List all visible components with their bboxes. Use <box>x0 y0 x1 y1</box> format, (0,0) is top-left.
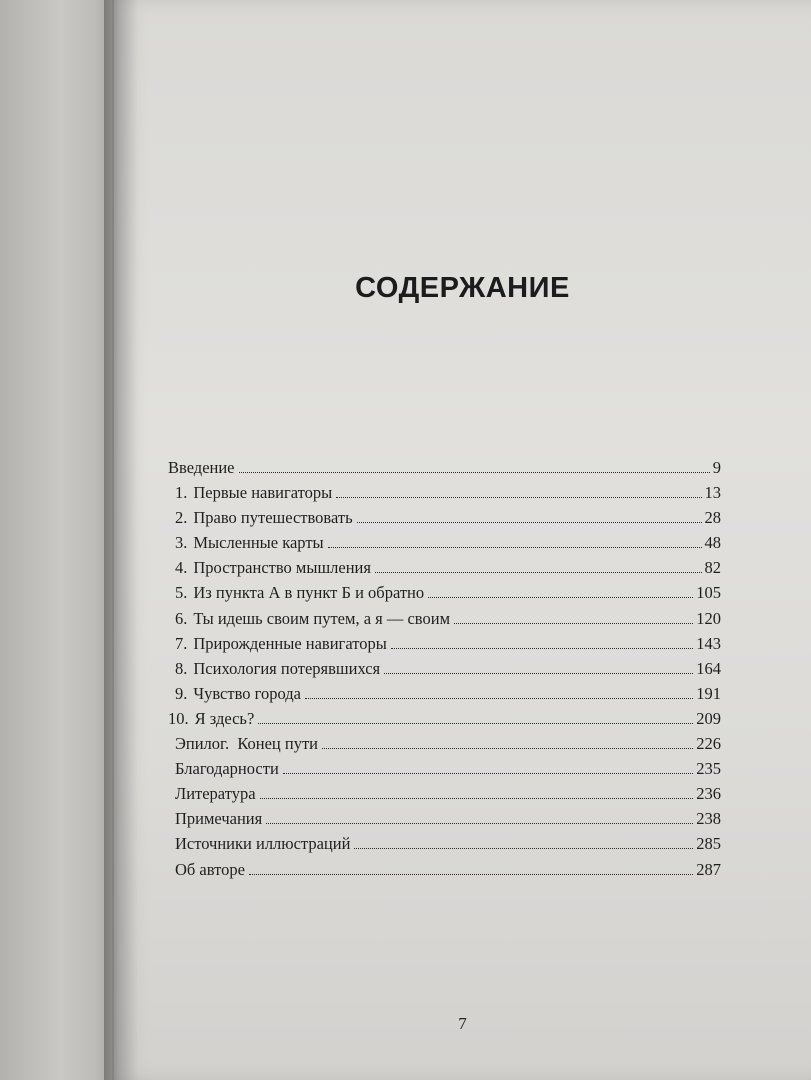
toc-entry-page: 209 <box>696 708 721 728</box>
toc-entry <box>168 558 721 583</box>
toc-leader-dots <box>428 597 693 598</box>
toc-entry-title: Чувство города <box>193 683 301 703</box>
toc-entry-title: Я здесь? <box>194 708 255 728</box>
toc-entry-page: 105 <box>696 583 721 603</box>
toc-entry-title: Пространство мышления <box>193 558 371 578</box>
facing-page-edge <box>0 0 112 1080</box>
toc-entry-title: Источники иллюстраций <box>175 834 351 854</box>
toc-leader-dots <box>283 773 693 774</box>
toc-leader-dots <box>249 874 693 875</box>
toc-entry <box>168 609 721 634</box>
toc-entry-label <box>175 684 301 704</box>
toc-entry-label <box>175 533 324 553</box>
toc-entry-label <box>175 558 371 578</box>
toc-leader-dots <box>260 798 694 799</box>
toc-leader-dots <box>375 572 702 573</box>
toc-entry-page: 164 <box>696 658 721 678</box>
toc-entry <box>168 860 721 885</box>
toc-leader-dots <box>322 748 693 749</box>
toc-entry <box>168 684 721 709</box>
toc-entry-label <box>168 709 254 729</box>
toc-entry-page: 226 <box>696 734 721 754</box>
toc-entry-label <box>175 483 332 503</box>
toc-entry <box>168 508 721 533</box>
toc-entry-number: 3. <box>175 533 188 553</box>
toc-entry <box>168 483 721 508</box>
toc-entry-title: Благодарности <box>175 759 279 779</box>
toc-entry-title: Право путешествовать <box>193 508 353 528</box>
toc-entry-page: 48 <box>704 533 721 553</box>
toc-entry <box>168 809 721 834</box>
toc-entry-page: 235 <box>696 759 721 779</box>
toc-entry-page: 9 <box>712 458 721 477</box>
toc-entry-title: Прирожденные навигаторы <box>193 633 387 653</box>
toc-entry-page: 82 <box>704 558 721 578</box>
toc-entry-number: 10. <box>168 708 189 728</box>
table-of-contents <box>168 458 721 885</box>
toc-entry-number: 1. <box>175 483 188 503</box>
toc-entry-title: Мысленные карты <box>193 533 324 553</box>
toc-leader-dots <box>391 648 693 649</box>
toc-entry-label <box>175 784 256 804</box>
toc-leader-dots <box>354 848 693 849</box>
toc-leader-dots <box>328 547 702 548</box>
toc-leader-dots <box>305 698 693 699</box>
toc-leader-dots <box>454 623 693 624</box>
toc-entry <box>168 458 721 483</box>
toc-entry-title: Введение <box>168 458 235 477</box>
toc-entry <box>168 759 721 784</box>
toc-entry <box>168 834 721 859</box>
toc-entry <box>168 784 721 809</box>
toc-leader-dots <box>258 723 693 724</box>
toc-entry <box>168 533 721 558</box>
toc-leader-dots <box>357 522 702 523</box>
toc-entry <box>168 734 721 759</box>
toc-entry-number: 6. <box>175 608 188 628</box>
toc-entry-label <box>168 458 235 478</box>
toc-entry-number: 7. <box>175 633 188 653</box>
toc-entry-label <box>175 583 424 603</box>
page-number: 7 <box>458 1014 467 1033</box>
toc-entry-page: 120 <box>696 608 721 628</box>
toc-entry-label <box>175 834 350 854</box>
toc-entry-label <box>175 634 387 654</box>
toc-entry-label <box>175 734 318 754</box>
toc-entry <box>168 634 721 659</box>
toc-entry-title: Эпилог. Конец пути <box>175 734 318 754</box>
toc-entry-label <box>175 809 262 829</box>
toc-leader-dots <box>336 497 701 498</box>
toc-entry-page: 28 <box>704 508 721 528</box>
toc-entry-title: Первые навигаторы <box>193 483 333 503</box>
toc-entry-page: 287 <box>696 859 721 879</box>
toc-entry-label <box>175 508 353 528</box>
toc-entry-title: Об авторе <box>175 859 245 879</box>
toc-entry-number: 2. <box>175 508 188 528</box>
toc-entry <box>168 659 721 684</box>
toc-leader-dots <box>239 472 710 473</box>
toc-leader-dots <box>384 673 693 674</box>
toc-entry-page: 13 <box>704 483 721 503</box>
toc-entry-number: 4. <box>175 558 188 578</box>
toc-entry-title: Из пункта А в пункт Б и обратно <box>193 583 425 603</box>
spine-shadow <box>104 0 138 1080</box>
toc-entry-page: 143 <box>696 633 721 653</box>
toc-entry-label <box>175 659 380 679</box>
toc-entry-page: 285 <box>696 834 721 854</box>
toc-entry-label <box>175 759 279 779</box>
toc-entry-page: 238 <box>696 809 721 829</box>
toc-entry-number: 9. <box>175 683 188 703</box>
toc-entry-title: Примечания <box>175 809 263 829</box>
toc-entry-page: 236 <box>696 784 721 804</box>
toc-entry-page: 191 <box>696 683 721 703</box>
toc-entry-number: 5. <box>175 583 188 603</box>
toc-entry <box>168 709 721 734</box>
toc-entry <box>168 583 721 608</box>
toc-entry-number: 8. <box>175 658 188 678</box>
toc-entry-title: Ты идешь своим путем, а я — своим <box>193 608 451 628</box>
toc-entry-title: Психология потерявшихся <box>193 658 381 678</box>
toc-entry-label <box>175 860 245 880</box>
toc-leader-dots <box>266 823 693 824</box>
toc-entry-title: Литература <box>175 784 256 804</box>
page-title: СОДЕРЖАНИЕ <box>355 272 570 304</box>
toc-entry-label <box>175 609 450 629</box>
